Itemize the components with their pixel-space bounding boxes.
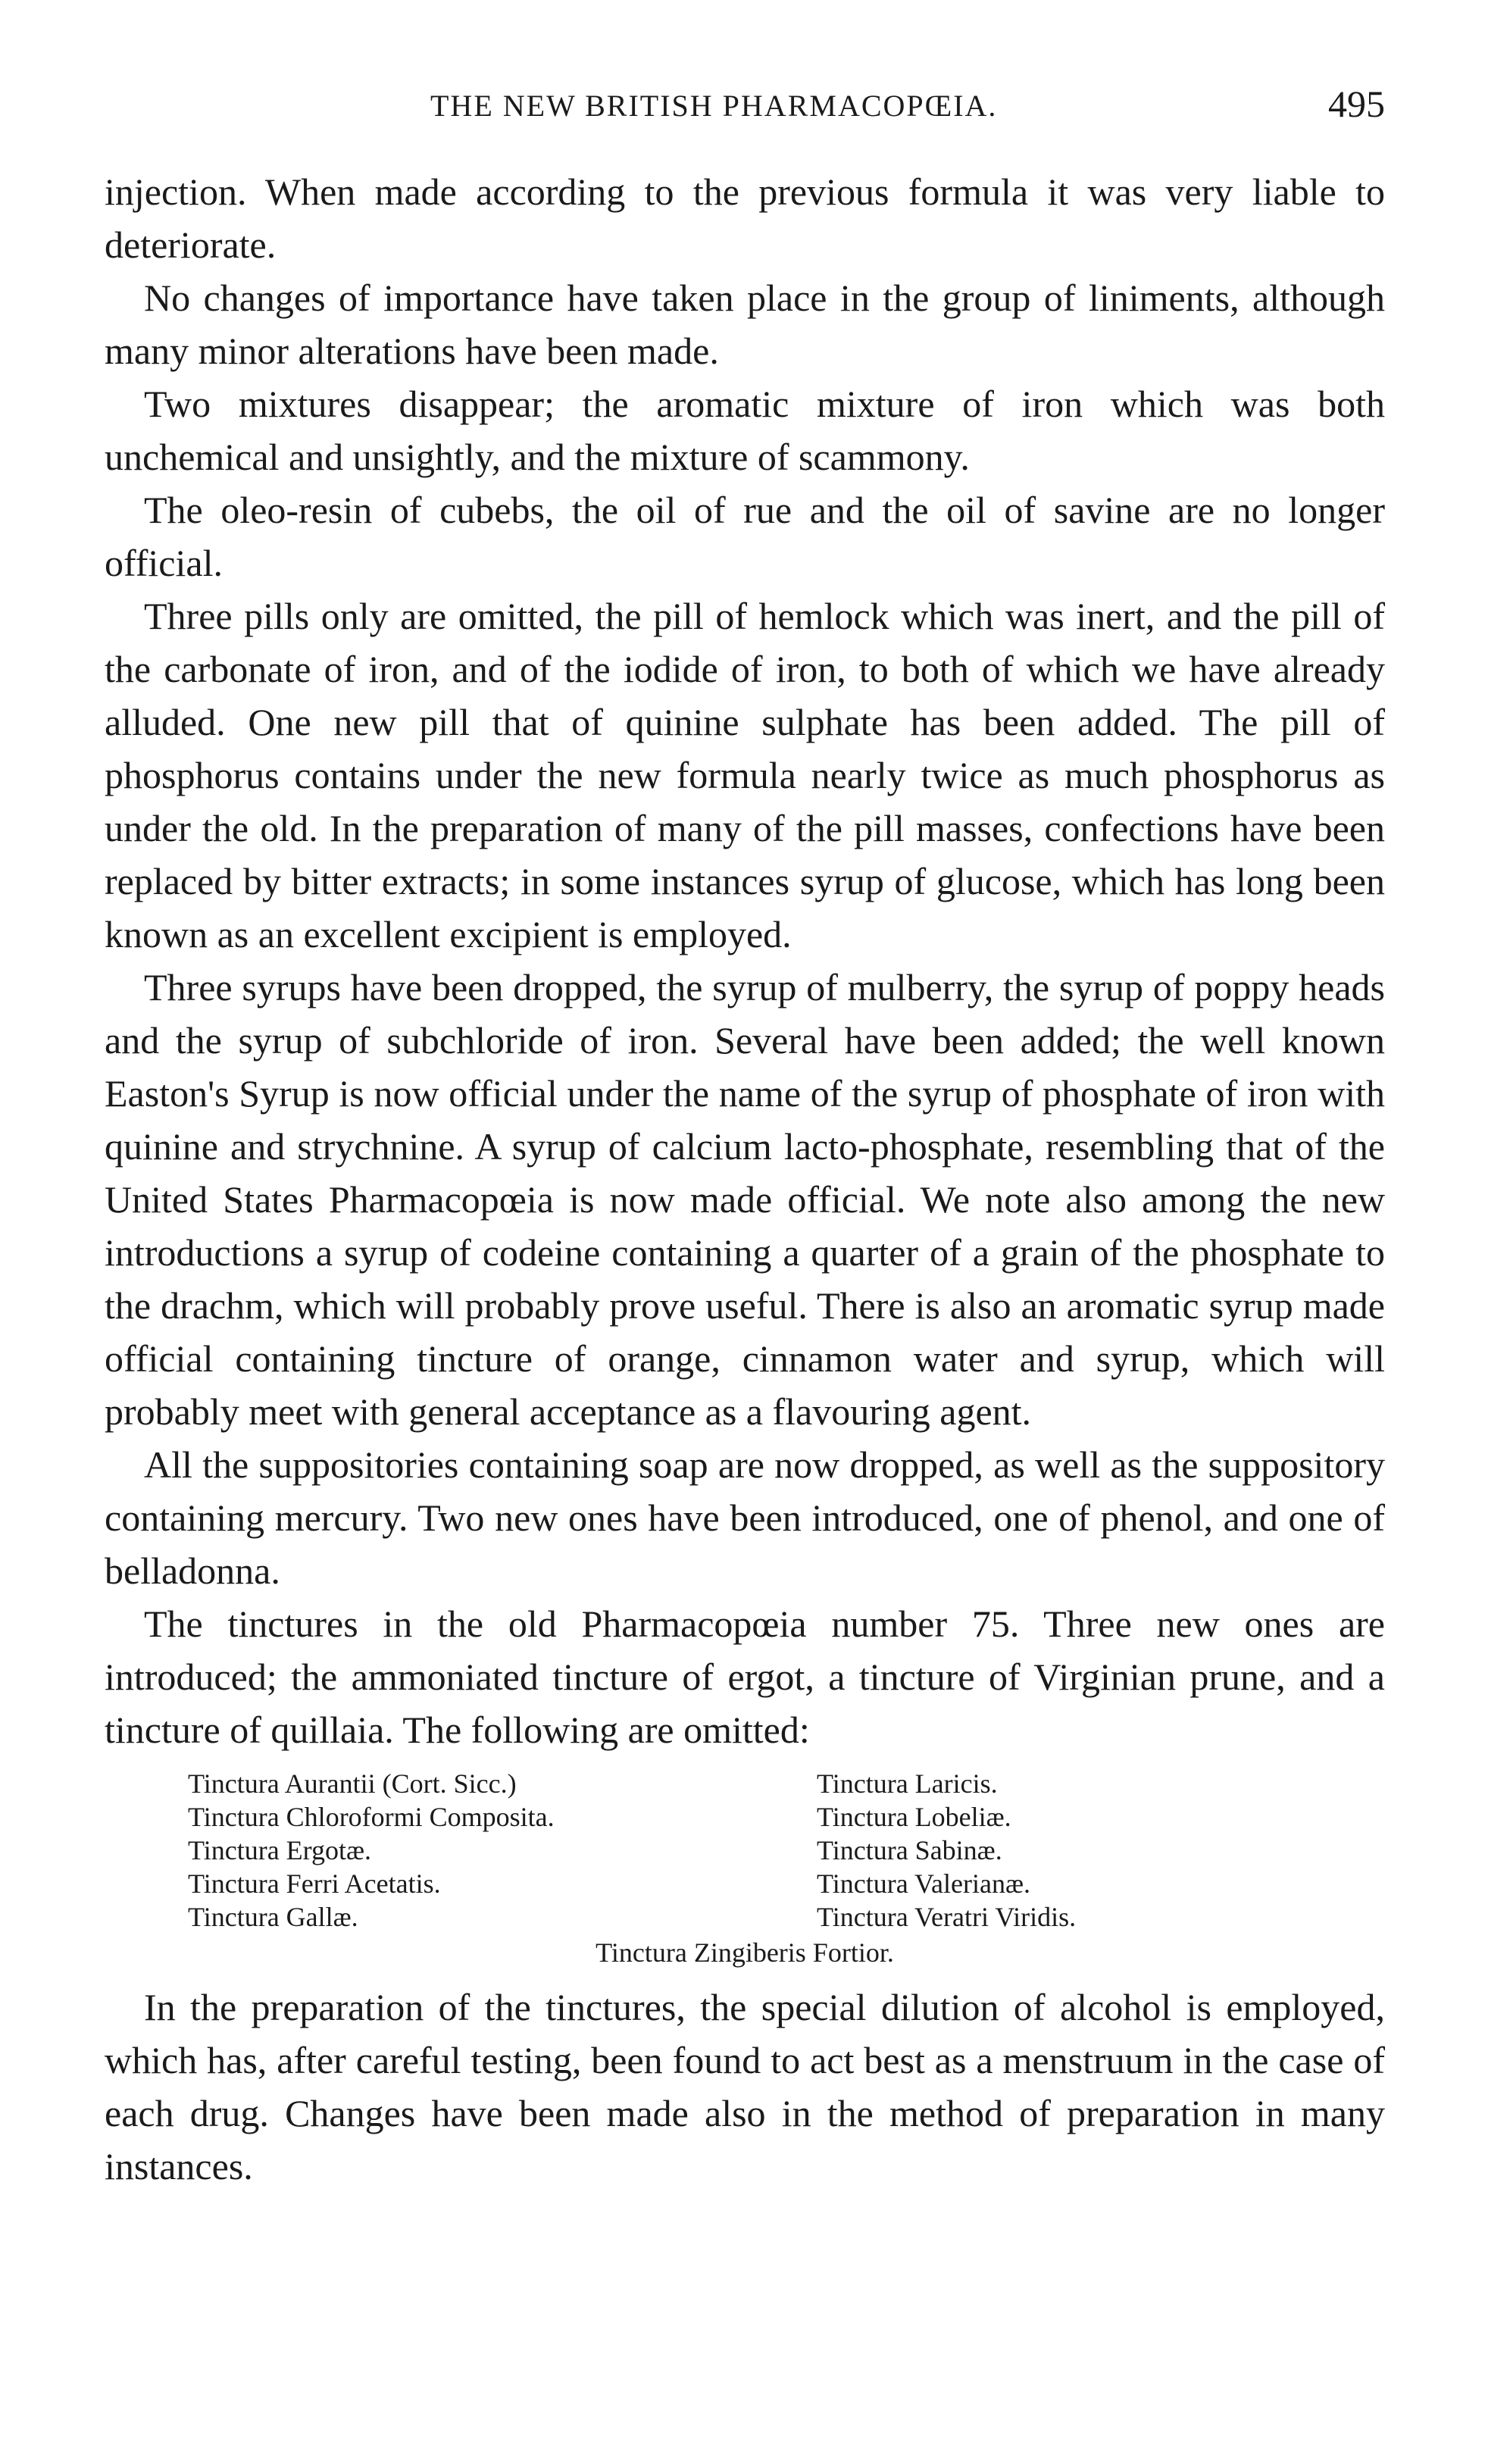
page-header [105,82,1385,127]
list-item: Tinctura Valerianæ. [817,1868,1030,1899]
page-number: 495 [1328,83,1385,125]
omitted-tinctures-list [188,1767,1385,1934]
list-item: Tinctura Gallæ. [188,1902,358,1932]
list-item: Tinctura Veratri Viridis. [817,1902,1077,1932]
list-item: Tinctura Chloroformi Composita. [188,1802,555,1832]
list-item: Tinctura Laricis. [817,1768,998,1799]
running-title: THE NEW BRITISH PHARMACOPŒIA. [430,89,998,123]
list-item: Tinctura Ferri Acetatis. [188,1868,441,1899]
paragraph-suppositories: All the suppositories containing soap are now dropped, as well as the suppository containing mercury. Two new ones have been introduced, one of phenol, and one of belladonna. [105,1443,1385,1592]
body-text [105,165,1385,2193]
paragraph-syrups: Three syrups have been dropped, the syrup of mulberry, the syrup of poppy heads and the syrup of subchloride of iron. Several have been added; the well known Easton's Syrup is now official under the name of the syrup of phosphate of iron with quinine and strychnine. A syrup of calcium lacto-phosphate, resembling that of the United States Pharmacopœia is now made official. We note also among the new introductions a syrup of codeine containing a quarter of a grain of the phosphate to the drachm, which will probably prove useful. There is also an aromatic syrup made official containing tincture of orange, cinnamon water and syrup, which will probably meet with general acceptance as a flavouring agent. [105,966,1385,1433]
list-item: Tinctura Ergotæ. [188,1835,372,1865]
list-item: Tinctura Lobeliæ. [817,1802,1011,1832]
paragraph-dilution: In the preparation of the tinctures, the special dilution of alcohol is employed, which has, after careful testing, been found to act best as a menstruum in the case of each drug. Changes have been made also in the method of preparation in many instances. [105,1986,1385,2187]
list-item: Tinctura Aurantii (Cort. Sicc.) [188,1768,517,1799]
paragraph-liniments: No changes of importance have taken place in the group of liniments, although many minor alterations have been made. [105,277,1385,372]
paragraph-mixtures: Two mixtures disappear; the aromatic mixture of iron which was both unchemical and unsightly, and the mixture of scammony. [105,383,1385,478]
paragraph-injection: injection. When made according to the previous formula it was very liable to deteriorate. [105,170,1385,266]
list-item-centered: Tinctura Zingiberis Fortior. [596,1937,894,1968]
paragraph-pills: Three pills only are omitted, the pill of hemlock which was inert, and the pill of the carbonate of iron, and of the iodide of iron, to both of which we have already alluded. One new pill that of quinine sulphate has been added. The pill of phosphorus contains under the new formula nearly twice as much phosphorus as under the old. In the preparation of many of the pill masses, confections have been replaced by bitter extracts; in some instances syrup of glucose, which has long been known as an excellent excipient is employed. [105,595,1385,955]
paragraph-tinctures: The tinctures in the old Pharmacopœia number 75. Three new ones are introduced; the ammoniated tincture of ergot, a tincture of Virginian prune, and a tincture of quillaia. The following are omitted: [105,1603,1385,1751]
list-item: Tinctura Sabinæ. [817,1835,1002,1865]
book-page [105,82,1385,2193]
paragraph-oils: The oleo-resin of cubebs, the oil of rue and the oil of savine are no longer official. [105,489,1385,584]
